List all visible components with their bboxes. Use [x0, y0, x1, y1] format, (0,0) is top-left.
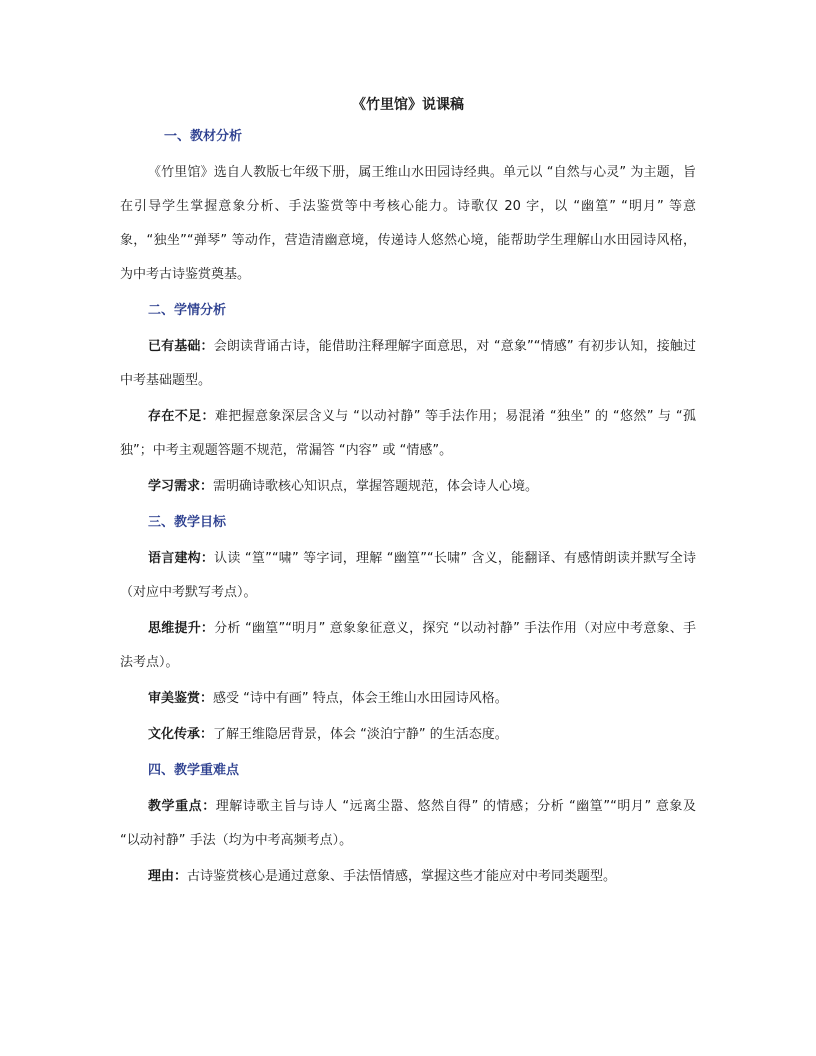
section-heading-student-analysis: 二、学情分析 — [148, 303, 227, 318]
paragraph-lead: 文化传承： — [148, 727, 214, 742]
paragraph-text: 感受 “诗中有画” 特点，体会王维山水田园诗风格。 — [213, 691, 508, 706]
paragraph — [120, 860, 696, 894]
paragraph — [120, 682, 696, 716]
paragraph-text: 分析 “幽篁”“明月” 意象象征意义，探究 “以动衬静” 手法作用（对应中考意象、手法考点）。 — [120, 621, 696, 670]
section-heading-textbook-analysis: 一、教材分析 — [164, 129, 243, 144]
paragraph-text: 理解诗歌主旨与诗人 “远离尘嚣、悠然自得” 的情感；分析 “幽篁”“明月” 意象及 “以动衬静” 手法（均为中考高频考点）。 — [120, 799, 696, 848]
paragraph — [120, 612, 696, 680]
paragraph-lead: 教学重点： — [148, 799, 216, 814]
paragraph-text: 认读 “篁”“啸” 等字词，理解 “幽篁”“长啸” 含义，能翻译、有感情朗读并默写全诗（对应中考默写考点）。 — [120, 551, 696, 600]
paragraph-text: 《竹里馆》选自人教版七年级下册，属王维山水田园诗经典。单元以 “自然与心灵” 为主题，旨在引导学生掌握意象分析、手法鉴赏等中考核心能力。诗歌仅 20 字，以 “幽篁” “明月” 等意象，“独坐”“弹琴” 等动作，营造清幽意境，传递诗人悠然心境，能帮助学生理解山水田园诗风格，为中考古诗鉴赏奠基。 — [120, 165, 696, 282]
paragraph-lead: 存在不足： — [148, 409, 215, 424]
paragraph-text: 了解王维隐居背景，体会 “淡泊宁静” 的生活态度。 — [213, 727, 508, 742]
paragraph-lead: 学习需求： — [148, 479, 214, 494]
document-title: 《竹里馆》说课稿 — [352, 97, 464, 113]
paragraph — [120, 330, 696, 398]
paragraph — [120, 542, 696, 610]
section-heading-teaching-goals: 三、教学目标 — [148, 515, 227, 530]
paragraph — [120, 790, 696, 858]
paragraph-lead: 思维提升： — [148, 621, 215, 636]
paragraph-text: 古诗鉴赏核心是通过意象、手法悟情感，掌握这些才能应对中考同类题型。 — [187, 869, 617, 884]
paragraph-lead: 审美鉴赏： — [148, 691, 214, 706]
paragraph-lead: 理由： — [148, 869, 188, 884]
paragraph-text: 难把握意象深层含义与 “以动衬静” 等手法作用；易混淆 “独坐” 的 “悠然” 与 “孤独”；中考主观题答题不规范，常漏答 “内容” 或 “情感”。 — [120, 409, 696, 458]
section-heading-key-points: 四、教学重难点 — [148, 763, 240, 778]
paragraph — [120, 156, 696, 292]
paragraph — [120, 470, 696, 504]
document-page — [120, 94, 696, 894]
paragraph-text: 会朗读背诵古诗，能借助注释理解字面意思，对 “意象”“情感” 有初步认知，接触过中考基础题型。 — [120, 339, 696, 388]
paragraph-lead: 语言建构： — [148, 551, 215, 566]
paragraph-lead: 已有基础： — [148, 339, 214, 354]
paragraph — [120, 400, 696, 468]
paragraph-text: 需明确诗歌核心知识点，掌握答题规范，体会诗人心境。 — [213, 479, 539, 494]
paragraph — [120, 718, 696, 752]
